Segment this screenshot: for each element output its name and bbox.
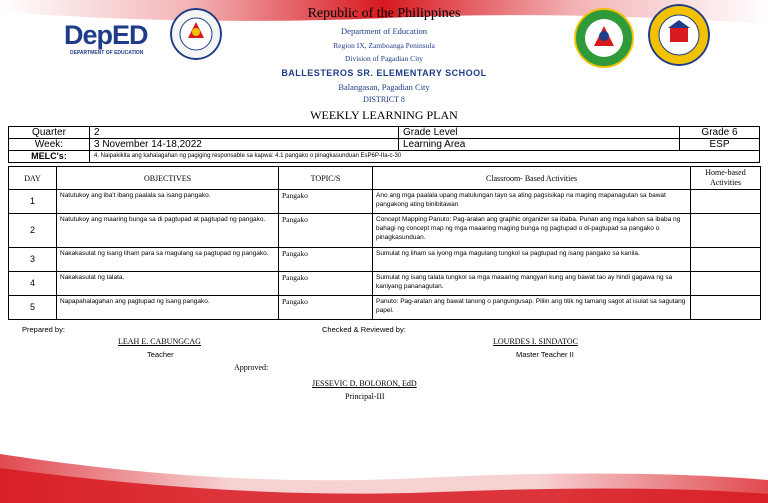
home-cell <box>691 190 761 214</box>
country-header: Republic of the Philippines <box>307 6 461 21</box>
week-value: 3 November 14-18,2022 <box>90 139 399 151</box>
objective-cell: Napapahalagahan ang pagtupad ng isang pangako. <box>57 296 279 320</box>
approved-by-title: Principal-III <box>345 392 385 401</box>
objective-cell: Natutukoy ang maaring bunga sa di pagtupad at pagtupad ng pangako. <box>57 214 279 248</box>
checked-by-title: Master Teacher II <box>516 350 574 359</box>
table-row <box>9 296 761 320</box>
activities-table <box>8 166 761 320</box>
day-cell: 4 <box>9 272 57 296</box>
classroom-activities-header: Classroom- Based Activities <box>373 167 691 190</box>
quarter-label: Quarter <box>9 127 90 139</box>
footer-banner <box>0 448 768 503</box>
home-cell <box>691 296 761 320</box>
department-header: Department of Education <box>341 26 427 36</box>
quarter-value: 2 <box>90 127 399 139</box>
prepared-by-label: Prepared by: <box>22 325 65 334</box>
school-name: BALLESTEROS SR. ELEMENTARY SCHOOL <box>281 68 487 78</box>
region-header: Region IX, Zamboanga Peninsula <box>333 41 435 50</box>
melc-value: 4. Naipakikita ang kahalagahan ng pagiging responsable sa kapwa: 4.1 pangako o pinagkasunduan EsP6P-IIa-c-30 <box>90 151 760 163</box>
topic-cell: Pangako <box>279 272 373 296</box>
learning-area-label: Learning Area <box>399 139 680 151</box>
activity-cell: Sumulat ng isang talata tungkol sa mga maaaring mangyari kung ang bawat tao ay hindi gagawa ng sa kaniyang pananagutan. <box>373 272 691 296</box>
table-row <box>9 214 761 248</box>
home-cell <box>691 214 761 248</box>
table-row <box>9 248 761 272</box>
deped-logo-subtext: DEPARTMENT OF EDUCATION <box>70 50 144 56</box>
info-table <box>8 126 760 163</box>
day-cell: 3 <box>9 248 57 272</box>
melc-label: MELC's: <box>9 151 90 163</box>
topic-cell: Pangako <box>279 214 373 248</box>
grade-level-value: Grade 6 <box>680 127 760 139</box>
approved-by-name: JESSEVIC D. BOLORON, EdD <box>312 379 417 388</box>
topic-cell: Pangako <box>279 296 373 320</box>
activity-cell: Panuto: Pag-aralan ang bawat tanong o pangungusap. Piliin ang titik ng tamang sagot at isulat sa sagutang papel. <box>373 296 691 320</box>
day-cell: 2 <box>9 214 57 248</box>
objective-cell: Natutukoy ang iba't ibang paalala sa isang pangako. <box>57 190 279 214</box>
topic-cell: Pangako <box>279 190 373 214</box>
objectives-header: OBJECTIVES <box>57 167 279 190</box>
home-activities-header: Home-based Activities <box>691 167 761 190</box>
week-label: Week: <box>9 139 90 151</box>
home-cell <box>691 272 761 296</box>
activity-cell: Sumulat ng liham sa iyong mga magulang tungkol sa pagtupad ng isang pangako sa kanila. <box>373 248 691 272</box>
school-address: Balangasan, Pagadian City <box>338 82 430 92</box>
topics-header: TOPIC/S <box>279 167 373 190</box>
activity-cell: Ano ang mga paalala upang matulungan tayo sa ating pagsisikap na maging mapanagutan sa bawat pangakong ating binibitawan <box>373 190 691 214</box>
home-cell <box>691 248 761 272</box>
division-header: Division of Pagadian City <box>344 54 424 63</box>
approved-label: Approved: <box>234 363 269 372</box>
topic-cell: Pangako <box>279 248 373 272</box>
prepared-by-title: Teacher <box>147 350 174 359</box>
district-label: DISTRICT 8 <box>363 95 405 104</box>
objective-cell: Nakakasulat ng isang liham para sa magulang sa pagtupad ng pangako. <box>57 248 279 272</box>
prepared-by-name: LEAH E. CABUNGCAG <box>118 337 201 346</box>
objective-cell: Nakakasulat ng talata. <box>57 272 279 296</box>
learning-area-value: ESP <box>680 139 760 151</box>
plan-title: WEEKLY LEARNING PLAN <box>310 108 458 122</box>
checked-by-name: LOURDES I. SINDATOC <box>493 337 578 346</box>
day-header: DAY <box>9 167 57 190</box>
day-cell: 1 <box>9 190 57 214</box>
day-cell: 5 <box>9 296 57 320</box>
checked-by-label: Checked & Reviewed by: <box>322 325 406 334</box>
table-row <box>9 190 761 214</box>
deped-logo-text: DepED <box>64 20 148 50</box>
grade-level-label: Grade Level <box>399 127 680 139</box>
activity-cell: Concept Mapping Panuto: Pag-aralan ang graphic organizer sa ibaba. Punan ang mga kahon sa ibaba ng bahagi ng concept map ng mga maaaring maging bunga ng pagtupad o di-pagtupad sa pangako o pinagkasunduan. <box>373 214 691 248</box>
table-row <box>9 272 761 296</box>
